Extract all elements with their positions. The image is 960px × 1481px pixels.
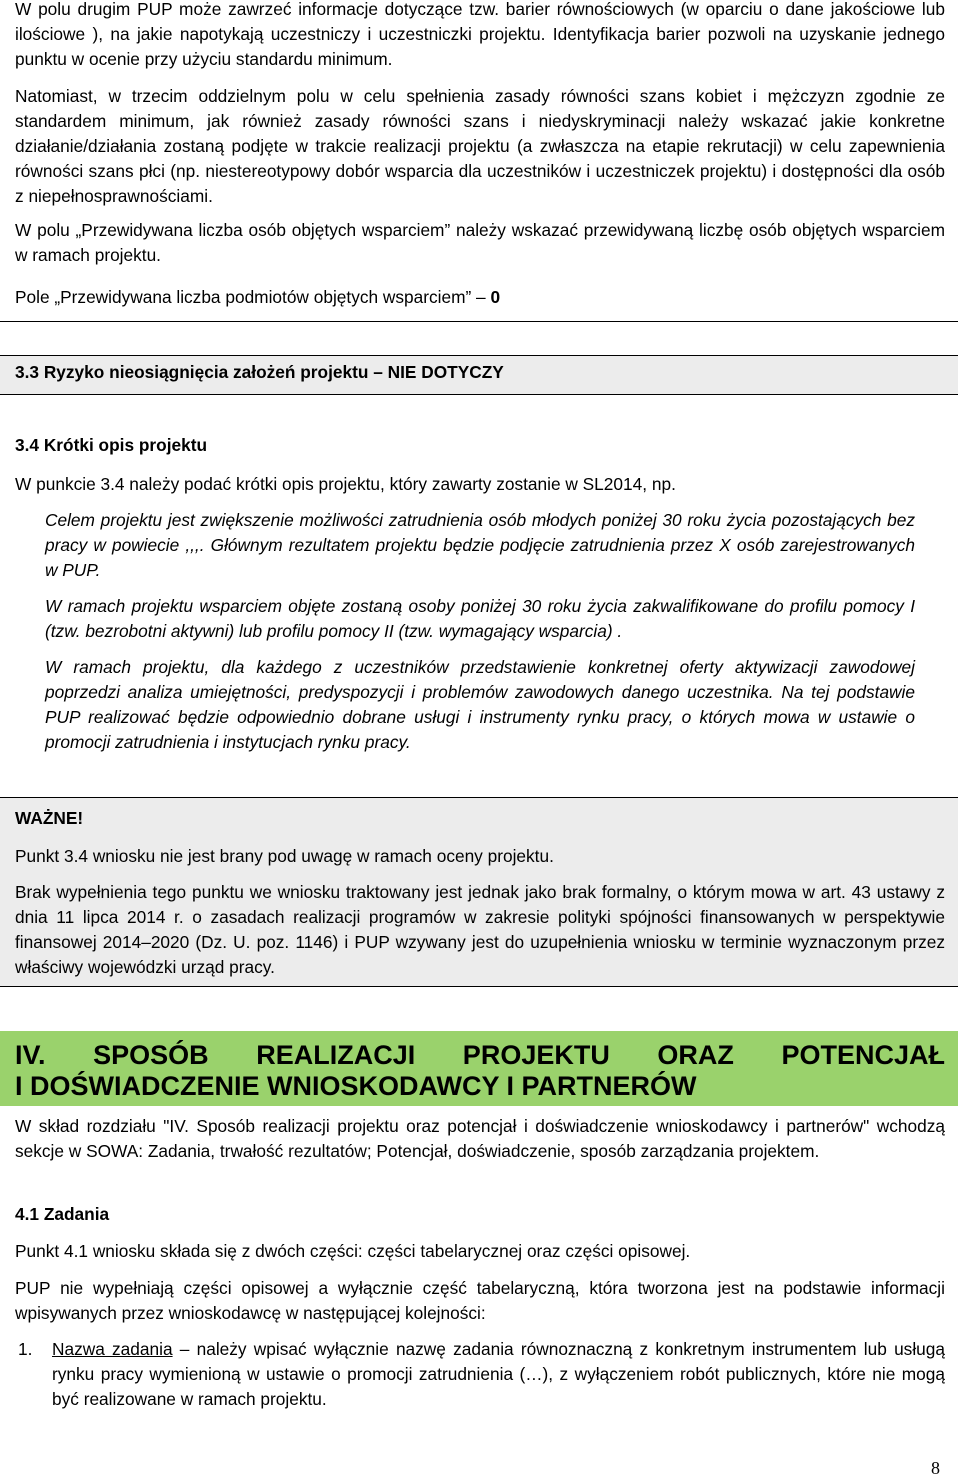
section-3-3-box	[0, 355, 958, 395]
paragraph-participants-count: W polu „Przewidywana liczba osób objętych wsparciem” należy wskazać przewidywaną liczbę osób objętych wsparciem w ramach projektu.	[15, 220, 945, 265]
list-item-number: 1.	[18, 1339, 33, 1359]
paragraph-equal-opportunities: Natomiast, w trzecim oddzielnym polu w celu spełnienia zasady równości szans kobiet i mężczyzn zgodnie ze standardem minimum, jak również zasady równości szans i niedyskryminacji należy wskazać jakie konkretne działanie/działania zostaną podjęte w trakcie realizacji projektu (a zwłaszcza na etapie rekrutacji) w celu zapewnienia równości szans płci (np. niestereotypowy dobór wsparcia dla uczestników i uczestniczek projektu) i dostępności dla osób z niepełnosprawnościami.	[15, 86, 945, 206]
chapter-heading	[0, 1031, 958, 1106]
example-paragraph-1: Celem projektu jest zwiększenie możliwości zatrudnienia osób młodych poniżej 30 roku życia pozostających bez pracy w powiecie ,,,. Głównym rezultatem projektu będzie podjęcie zatrudnienia przez X osób zarejestrowanych w PUP.	[45, 510, 915, 580]
important-paragraph-2: Brak wypełnienia tego punktu we wniosku traktowany jest jednak jako brak formalny, o którym mowa w art. 43 ustawy z dnia 11 lipca 2014 r. o zasadach realizacji programów w zakresie polityki spójności finansowanych w perspektywie finansowej 2014–2020 (Dz. U. poz. 1146) i PUP wzywany jest do uzupełnienia wniosku w terminie wyznaczonym przez właściwy wojewódzki urząd pracy.	[15, 882, 945, 977]
paragraph-barriers: W polu drugim PUP może zawrzeć informacje dotyczące tzw. barier równościowych (w oparciu o dane jakościowe lub ilościowe ), na jakie napotykają uczestniczy i uczestniczki projektu. Identyfikacja barier pozwoli na uzyskanie jednego punktu w ocenie przy użyciu standardu minimum.	[15, 0, 945, 69]
example-paragraph-2: W ramach projektu wsparciem objęte zostaną osoby poniżej 30 roku życia zakwalifikowane do profilu pomocy I (tzw. bezrobotni aktywni) lub profilu pomocy II (tzw. wymagający wsparcia) .	[45, 596, 915, 641]
field-entities-value: 0	[490, 287, 501, 307]
section-3-4-intro: W punkcie 3.4 należy podać krótki opis projektu, który zawarty zostanie w SL2014, np.	[15, 474, 676, 494]
section-3-4-title: 3.4 Krótki opis projektu	[15, 435, 208, 455]
list-item	[52, 1337, 945, 1412]
chapter-heading-line-2: I DOŚWIADCZENIE WNIOSKODAWCY I PARTNERÓW	[15, 1071, 697, 1101]
important-paragraph-1: Punkt 3.4 wniosku nie jest brany pod uwagę w ramach oceny projektu.	[15, 846, 554, 866]
important-title: WAŻNE!	[15, 808, 84, 828]
list-item-text: – należy wpisać wyłącznie nazwę zadania równoznaczną z konkretnym instrumentem lub usługą rynku pracy wymienioną w ustawie o promocji zatrudnienia (…), z wyłączeniem robót publicznych, które nie mogą być realizowane w ramach projektu.	[52, 1339, 945, 1409]
chapter-intro: W skład rozdziału "IV. Sposób realizacji projektu oraz potencjał i doświadczenie wnioskodawcy i partnerów" wchodzą sekcje w SOWA: Zadania, trwałość rezultatów; Potencjał, doświadczenie, sposób zarządzania projektem.	[15, 1116, 945, 1161]
chapter-heading-line-1: IV. SPOSÓB REALIZACJI PROJEKTU ORAZ POTENCJAŁ	[15, 1040, 945, 1070]
section-4-1-paragraph-1: Punkt 4.1 wniosku składa się z dwóch części: części tabelarycznej oraz części opisowej.	[15, 1241, 691, 1261]
section-4-1-title: 4.1 Zadania	[15, 1204, 110, 1224]
section-3-3-title: 3.3 Ryzyko nieosiągnięcia założeń projektu – NIE DOTYCZY	[15, 362, 504, 382]
list-item-term: Nazwa zadania	[52, 1339, 173, 1359]
section-4-1-paragraph-2: PUP nie wypełniają części opisowej a wyłącznie część tabelaryczną, która tworzona jest na podstawie informacji wpisywanych przez wnioskodawcę w następującej kolejności:	[15, 1278, 945, 1323]
divider	[0, 321, 958, 322]
example-paragraph-3: W ramach projektu, dla każdego z uczestników przedstawienie konkretnej oferty aktywizacji zawodowej poprzedzi analiza umiejętności, predyspozycji i problemów zawodowych danego uczestnika. Na tej podstawie PUP realizować będzie odpowiednio dobrane usługi i instrumenty rynku pracy, o których mowa w ustawie o promocji zatrudnienia i instytucjach rynku pracy.	[45, 657, 915, 752]
field-entities-label: Pole „Przewidywana liczba podmiotów objętych wsparciem” –	[15, 287, 491, 307]
important-box	[0, 797, 958, 987]
field-entities-count	[15, 285, 945, 310]
page-number: 8	[931, 1458, 940, 1478]
